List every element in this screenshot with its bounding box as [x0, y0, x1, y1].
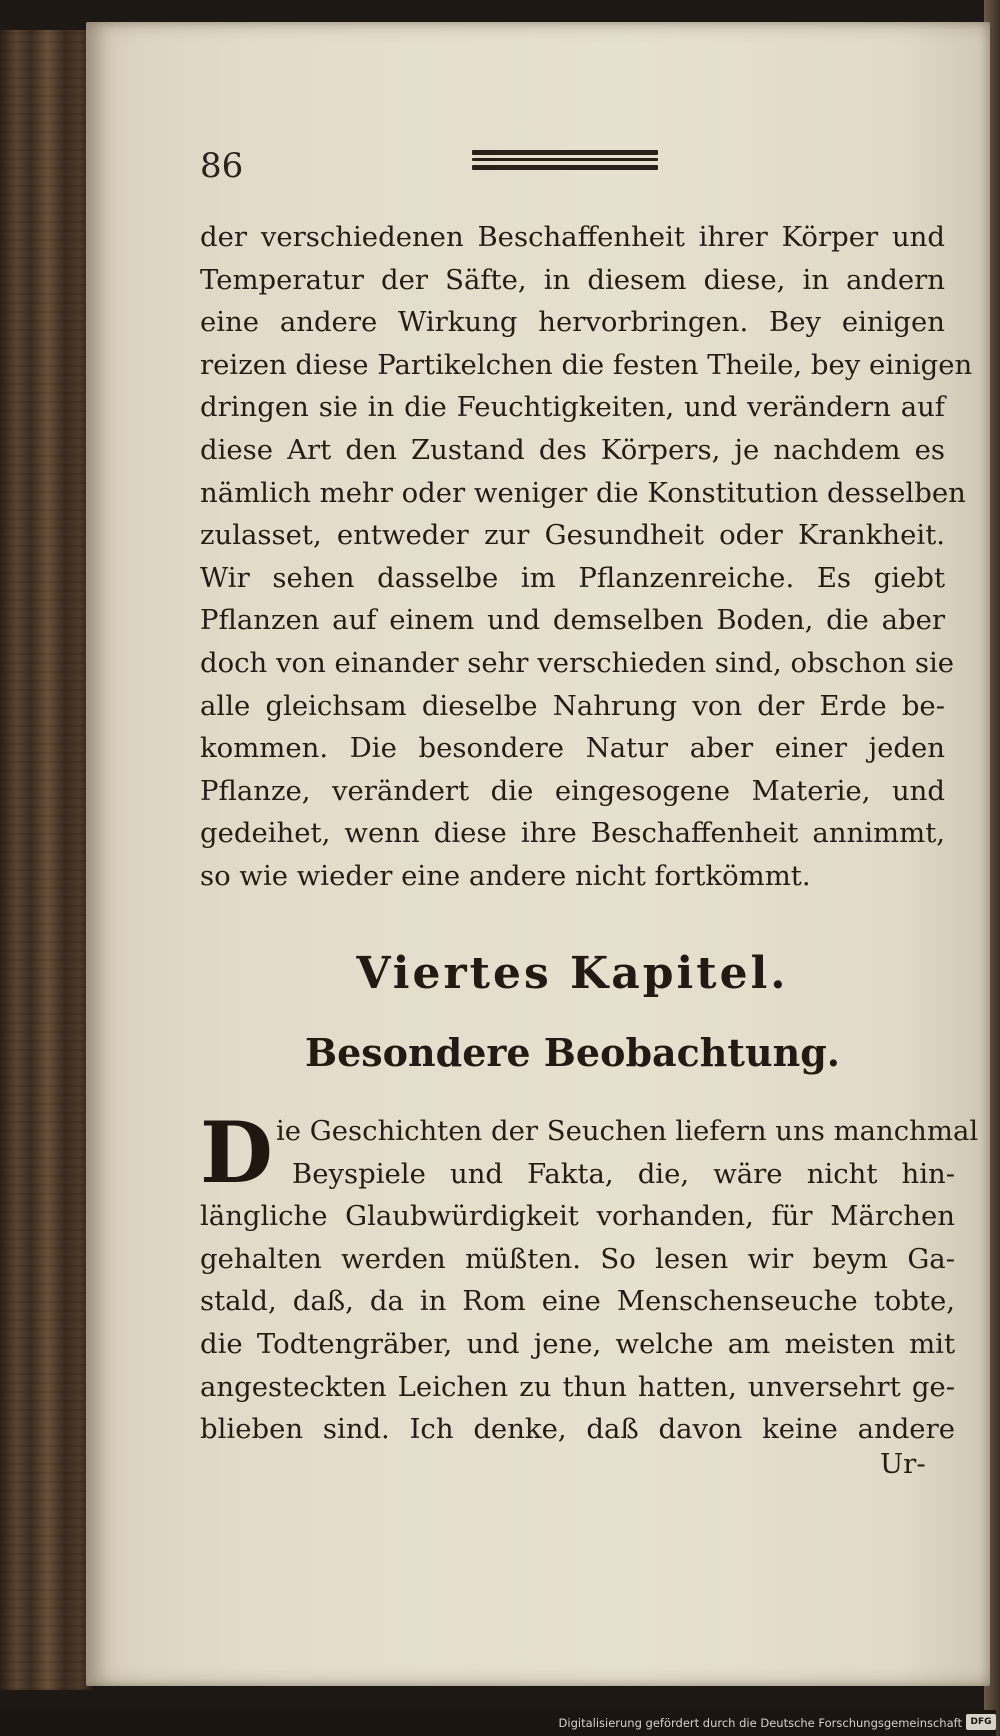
digitization-credit: Digitalisierung gefördert durch die Deutsche Forschungsgemeinschaft [558, 1716, 962, 1730]
text-line: Pflanzen auf einem und demselben Boden, die aber [200, 604, 945, 637]
text-line: diese Art den Zustand des Körpers, je nachdem es [200, 433, 945, 466]
text-line: alle gleichsam dieselbe Nahrung von der Erde be- [200, 689, 945, 722]
text-line: reizen diese Partikelchen die festen Theile, bey einigen [200, 348, 973, 381]
text-line: angesteckten Leichen zu thun hatten, unversehrt ge- [200, 1370, 955, 1403]
text-line: der verschiedenen Beschaffenheit ihrer Körper und [200, 221, 945, 253]
catchword: Ur- [880, 1448, 926, 1480]
header-ornament-icon [472, 146, 662, 172]
text-line: gedeihet, wenn diese ihre Beschaffenheit annimmt, [200, 817, 945, 850]
text-line: zulasset, entweder zur Gesundheit oder Krankheit. [200, 519, 945, 552]
chapter-title: Viertes Kapitel. [356, 948, 789, 999]
text-line: stald, daß, da in Rom eine Menschenseuche tobte, [200, 1285, 955, 1318]
page-number: 86 [200, 146, 244, 186]
text-line: blieben sind. Ich denke, daß davon keine andere [200, 1413, 955, 1446]
paragraph-continued [200, 216, 973, 898]
text-line: kommen. Die besondere Natur aber einer jeden [200, 732, 945, 765]
book-spine [0, 30, 92, 1690]
text-line: Wir sehen dasselbe im Pflanzenreiche. Es giebt [200, 561, 945, 594]
text-line: Beyspiele und Fakta, die, wäre nicht hin- [292, 1157, 955, 1190]
drop-cap: D [200, 1103, 273, 1202]
text-line: dringen sie in die Feuchtigkeiten, und verändern auf [200, 391, 945, 424]
text-line: Pflanze, verändert die eingesogene Materie, und [200, 774, 945, 807]
dfg-logo-icon: DFG [966, 1714, 996, 1730]
text-line: so wie wieder eine andere nicht fortkömmt. [200, 859, 811, 892]
text-line: doch von einander sehr verschieden sind, obschon sie [200, 646, 955, 679]
text-line: nämlich mehr oder weniger die Konstitution desselben [200, 476, 966, 509]
section-title: Besondere Beobachtung. [304, 1030, 841, 1075]
text-line: gehalten werden müßten. So lesen wir beym Ga- [200, 1242, 955, 1275]
text-line: ie Geschichten der Seuchen liefern uns manchmal [276, 1115, 979, 1147]
text-line: eine andere Wirkung hervorbringen. Bey einigen [200, 306, 945, 339]
paragraph-observation [200, 1103, 979, 1451]
text-line: längliche Glaubwürdigkeit vorhanden, für Märchen [200, 1200, 955, 1233]
text-line: die Todtengräber, und jene, welche am meisten mit [200, 1327, 955, 1360]
text-line: Temperatur der Säfte, in diesem diese, in andern [200, 263, 945, 296]
